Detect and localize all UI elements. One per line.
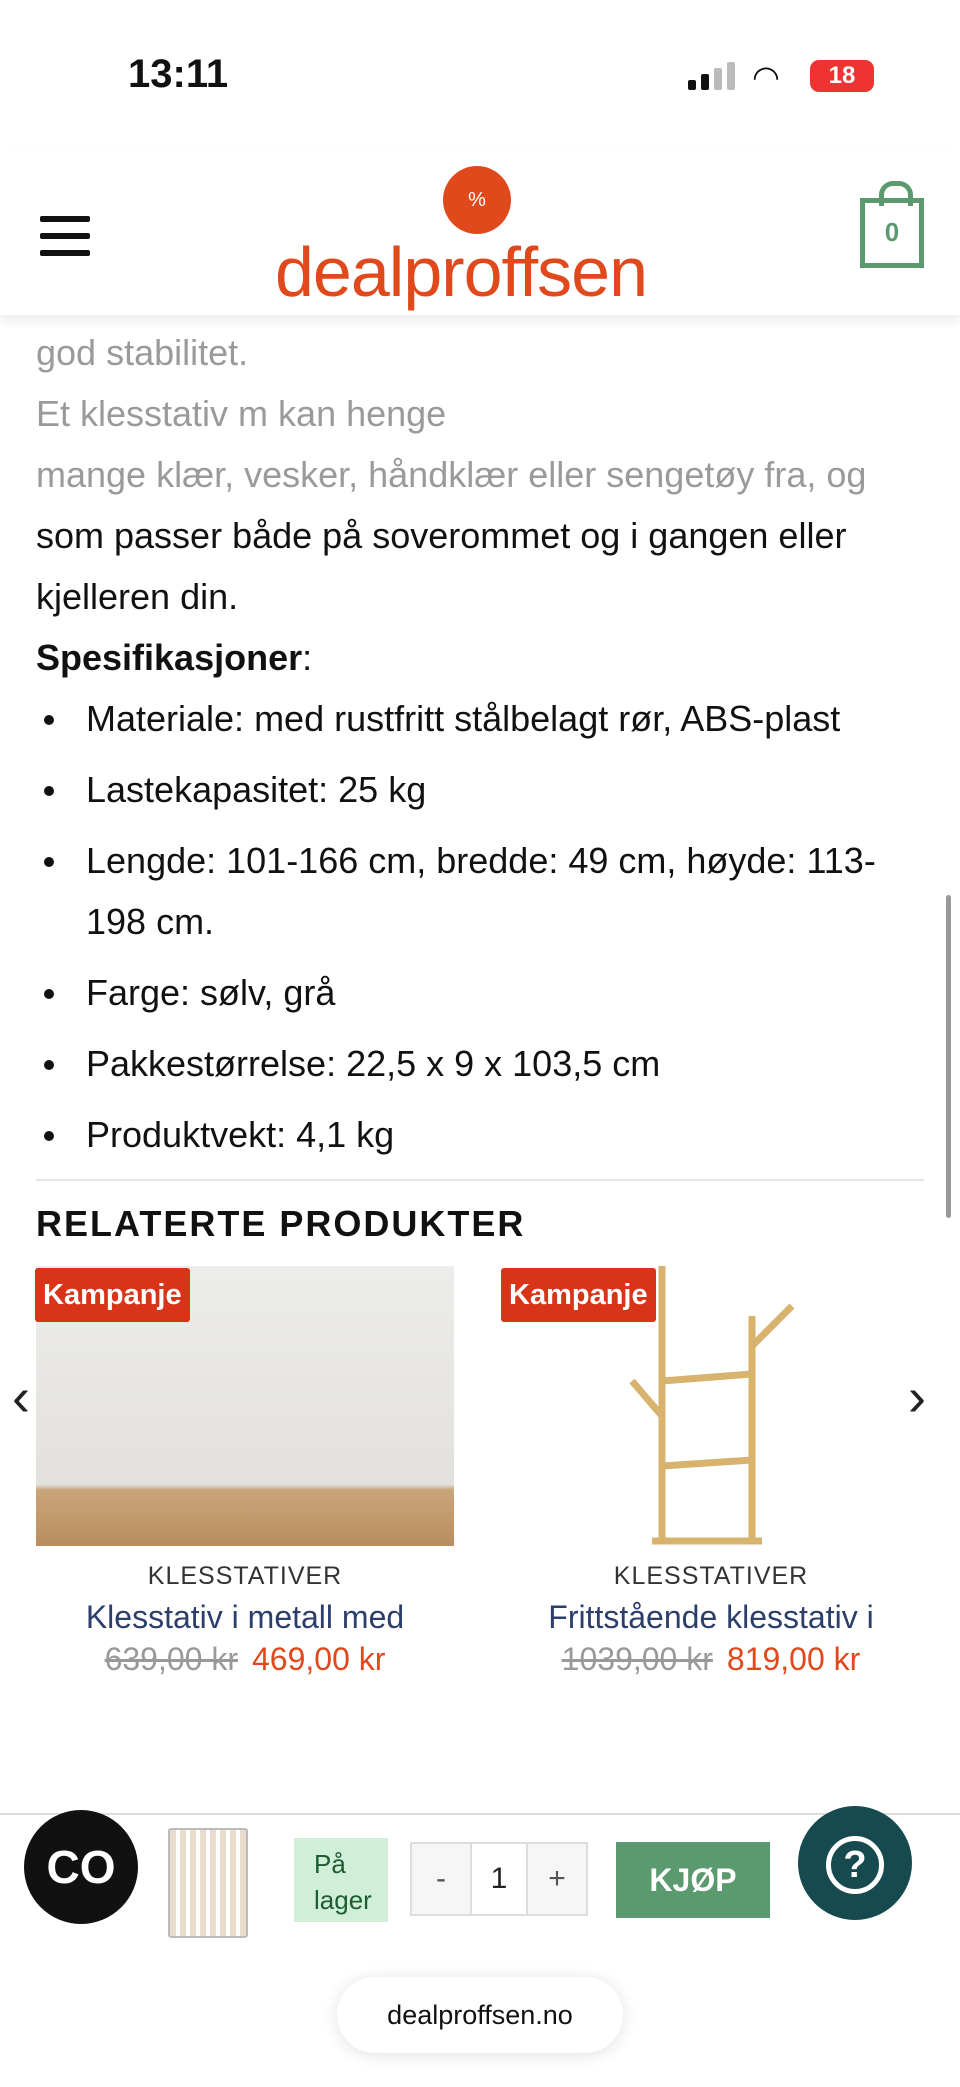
clock: 13:11 — [128, 52, 229, 96]
logo[interactable]: dealproffsen — [275, 233, 648, 311]
spec-item: Lastekapasitet: 25 kg — [36, 759, 916, 820]
qty-input[interactable]: 1 — [470, 1844, 528, 1914]
spec-item: Pakkestørrelse: 22,5 x 9 x 103,5 cm — [36, 1033, 916, 1094]
battery-icon: 18 — [810, 60, 874, 92]
product-category[interactable]: KLESSTATIVER — [147, 1562, 343, 1590]
help-icon: ? — [826, 1836, 884, 1894]
product-card[interactable] — [36, 1266, 454, 1680]
related-products-carousel — [12, 1266, 926, 1680]
product-description: som passer både på soverommet og i gangen eller kjelleren din. Spesifikasjoner: Materiale: med rustfritt stålbelagt rør, ABS-plast Lastekapasitet: 25 kg Lengde: 101-166 cm, bredde: 49 cm, høyde: 113-198 cm. Farge: sølv, grå Pakkestørrelse: 22,5 x 9 x 103,5 cm Produktvekt: 4,1 kg — [36, 505, 916, 1165]
product-price: 639,00 kr 469,00 kr — [104, 1641, 386, 1677]
page-content — [12, 322, 926, 1680]
hamburger-menu-icon[interactable] — [40, 216, 90, 267]
spec-item: Produktvekt: 4,1 kg — [36, 1104, 916, 1165]
carousel-prev-icon[interactable]: ‹ — [12, 1367, 30, 1427]
logo-tag-icon[interactable]: % — [443, 166, 511, 234]
wifi-icon: ◠ — [752, 59, 780, 95]
stock-badge: På lager — [294, 1838, 388, 1922]
help-button[interactable] — [798, 1806, 912, 1920]
carousel-next-icon[interactable]: › — [908, 1367, 926, 1427]
product-price: 1039,00 kr 819,00 kr — [561, 1641, 861, 1677]
url-bar[interactable]: dealproffsen.no — [337, 1977, 623, 2053]
site-header — [0, 150, 960, 315]
related-heading: RELATERTE PRODUKTER — [36, 1203, 526, 1244]
divider — [36, 1179, 924, 1181]
spec-list — [36, 688, 916, 1165]
signal-icon — [688, 62, 735, 90]
qty-plus-button[interactable]: + — [528, 1844, 586, 1914]
spec-item: Materiale: med rustfritt stålbelagt rør, ABS-plast — [36, 688, 916, 749]
background-text: god stabilitet. Et klesstativ m kan henge mange klær, vesker, håndklær eller sengetøy fra, og — [36, 332, 867, 495]
product-title[interactable]: Frittstående klesstativ i — [548, 1599, 874, 1635]
campaign-badge: Kampanje — [501, 1268, 656, 1322]
product-thumbnail — [168, 1828, 248, 1938]
spec-heading: Spesifikasjoner — [36, 637, 303, 678]
qty-minus-button[interactable]: - — [412, 1844, 470, 1914]
product-category[interactable]: KLESSTATIVER — [613, 1562, 809, 1590]
campaign-badge: Kampanje — [35, 1268, 190, 1322]
quantity-stepper — [410, 1842, 588, 1916]
cart-button[interactable]: 0 — [860, 198, 924, 268]
co-widget-button[interactable]: CO — [24, 1810, 138, 1924]
status-bar — [0, 0, 960, 150]
product-card[interactable] — [502, 1266, 920, 1680]
scrollbar[interactable] — [946, 895, 951, 1218]
spec-item: Lengde: 101-166 cm, bredde: 49 cm, høyde: 113-198 cm. — [36, 830, 916, 952]
buy-button[interactable]: KJØP — [616, 1842, 770, 1918]
intro-text: som passer både på soverommet og i gangen eller kjelleren din. — [36, 515, 847, 617]
spec-item: Farge: sølv, grå — [36, 962, 916, 1023]
product-title[interactable]: Klesstativ i metall med — [85, 1599, 405, 1635]
